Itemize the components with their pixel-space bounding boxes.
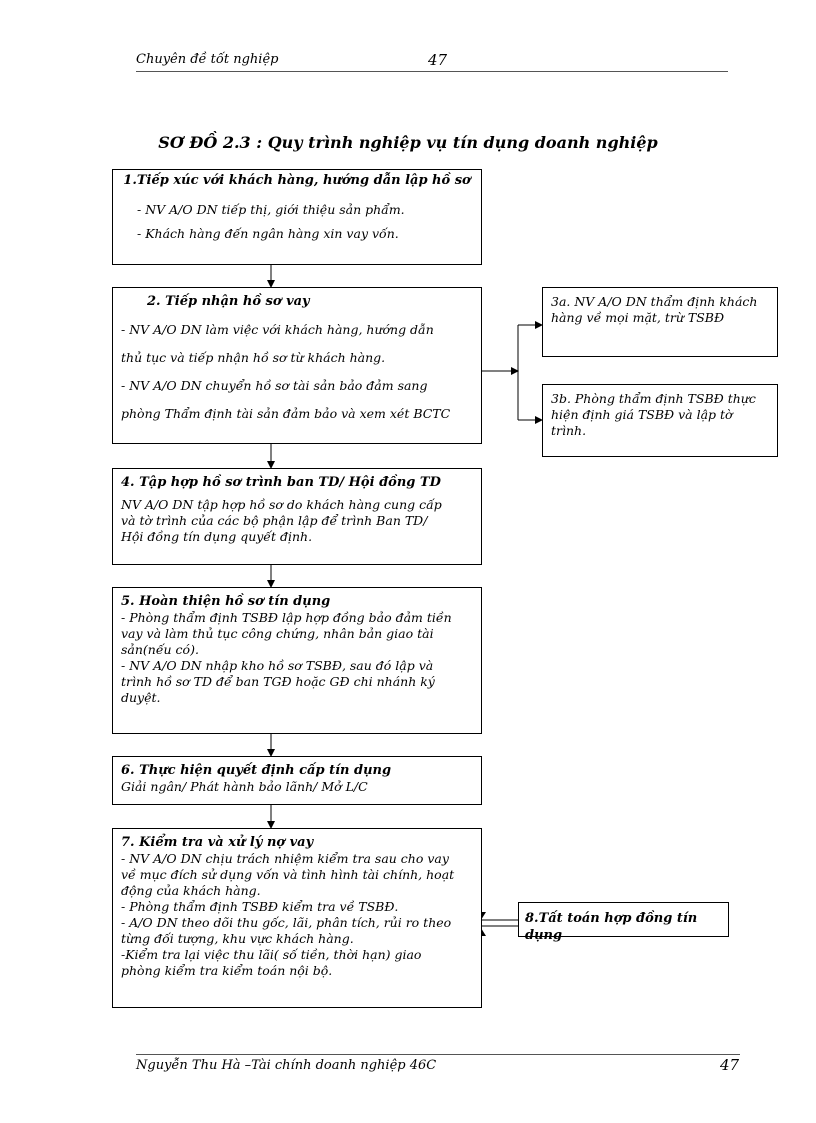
step-5-line: vay và làm thủ tục công chứng, nhân bản giao tài [121, 626, 434, 641]
step-6-heading: 6. Thực hiện quyết định cấp tín dụng [121, 763, 392, 778]
step-7-line: - NV A/O DN chịu trách nhiệm kiểm tra sau cho vay [121, 851, 449, 866]
step-5-line: trình hồ sơ TD để ban TGĐ hoặc GĐ chi nhánh ký [121, 674, 435, 689]
step-5-line: - NV A/O DN nhập kho hồ sơ TSBĐ, sau đó lập và [121, 658, 434, 673]
step-4-line: NV A/O DN tập hợp hồ sơ do khách hàng cung cấp [121, 497, 442, 512]
step-7-line: động của khách hàng. [121, 883, 261, 898]
step-3b-text: 3b. Phòng thẩm định TSBĐ thực hiện định giá TSBĐ và lập tờ trình. [551, 391, 756, 438]
step-1-line: - NV A/O DN tiếp thị, giới thiệu sản phẩm. [137, 202, 405, 217]
step-4-heading: 4. Tập hợp hồ sơ trình ban TD/ Hội đồng TD [121, 475, 441, 490]
step-1-heading: 1.Tiếp xúc với khách hàng, hướng dẫn lập hồ sơ [123, 173, 471, 188]
step-4-box [112, 468, 482, 565]
step-2-heading: 2. Tiếp nhận hồ sơ vay [147, 294, 310, 309]
step-5-line: sản(nếu có). [121, 642, 199, 657]
footer-page-number: 47 [720, 1056, 740, 1074]
footer-left: Nguyễn Thu Hà –Tài chính doanh nghiệp 46C [136, 1058, 437, 1073]
step-7-line: về mục đích sử dụng vốn và tình hình tài chính, hoạt [121, 867, 455, 882]
step-2-box [112, 287, 482, 444]
step-2-line: thủ tục và tiếp nhận hồ sơ từ khách hàng. [121, 350, 386, 365]
step-1-box [112, 169, 482, 265]
step-2-line: phòng Thẩm định tài sản đảm bảo và xem xét BCTC [121, 406, 451, 421]
step-6-line: Giải ngân/ Phát hành bảo lãnh/ Mở L/C [121, 779, 368, 794]
step-7-heading: 7. Kiểm tra và xử lý nợ vay [121, 835, 314, 850]
step-5-line: duyệt. [121, 690, 161, 705]
step-7-line: - A/O DN theo dõi thu gốc, lãi, phân tích, rủi ro theo [121, 915, 452, 930]
step-4-line: và tờ trình của các bộ phận lập để trình Ban TD/ [121, 513, 428, 528]
step-7-line: phòng kiểm tra kiểm toán nội bộ. [121, 963, 333, 978]
step-8-text: 8.Tất toán hợp đồng tín dụng [525, 911, 698, 943]
step-3a-box [542, 287, 778, 357]
header-page-number: 47 [428, 51, 448, 69]
step-2-line: - NV A/O DN chuyển hồ sơ tài sản bảo đảm sang [121, 378, 428, 393]
header-left: Chuyên đề tốt nghiệp [136, 52, 279, 67]
step-5-box [112, 587, 482, 734]
step-5-line: - Phòng thẩm định TSBĐ lập hợp đồng bảo đảm tiền [121, 610, 452, 625]
step-7-line: - Phòng thẩm định TSBĐ kiểm tra về TSBĐ. [121, 899, 399, 914]
diagram-title: SƠ ĐỒ 2.3 : Quy trình nghiệp vụ tín dụng doanh nghiệp [158, 133, 658, 152]
footer-rule [136, 1054, 740, 1055]
step-2-line: - NV A/O DN làm việc với khách hàng, hướng dẫn [121, 322, 434, 337]
step-8-box [518, 902, 729, 943]
step-5-heading: 5. Hoàn thiện hồ sơ tín dụng [121, 594, 331, 609]
step-4-line: Hội đồng tín dụng quyết định. [121, 529, 313, 544]
step-7-line: từng đối tượng, khu vực khách hàng. [121, 931, 354, 946]
step-1-line: - Khách hàng đến ngân hàng xin vay vốn. [137, 226, 399, 241]
step-7-box [112, 828, 482, 1008]
step-3a-text: 3a. NV A/O DN thẩm định khách hàng về mọi mặt, trừ TSBĐ [551, 294, 758, 325]
step-6-box [112, 756, 482, 805]
step-7-line: -Kiểm tra lại việc thu lãi( số tiền, thời hạn) giao [121, 947, 422, 962]
step-3b-box [542, 384, 778, 457]
